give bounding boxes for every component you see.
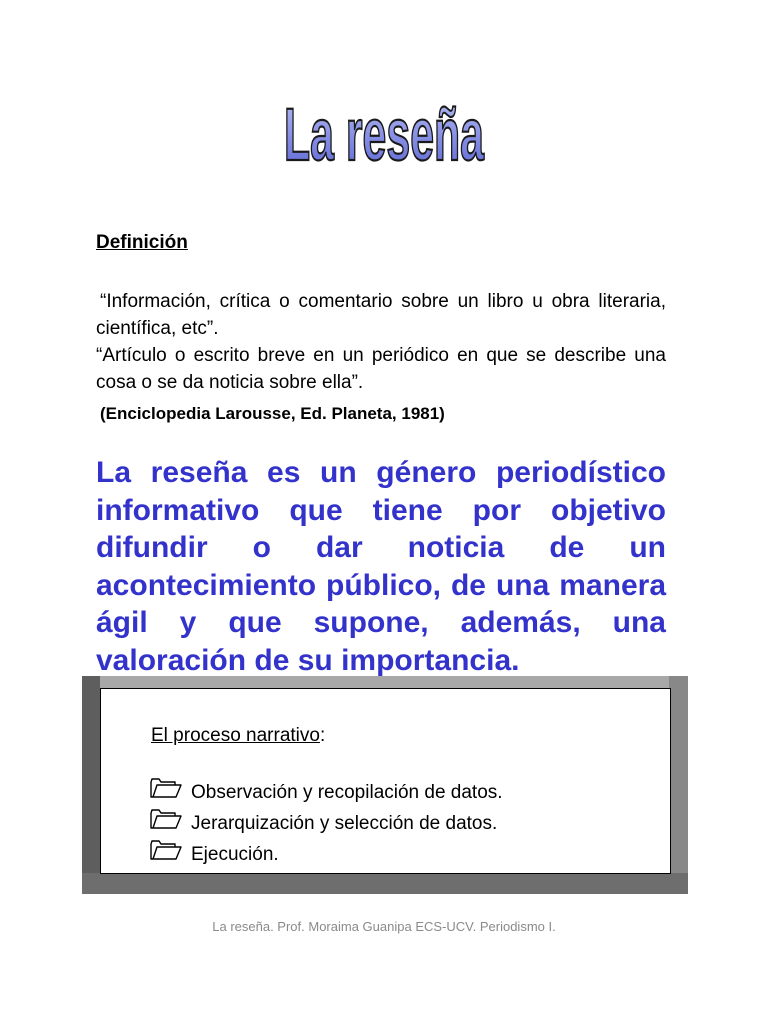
process-item-label: Ejecución. <box>191 844 279 865</box>
definition-citation: (Enciclopedia Larousse, Ed. Planeta, 1981) <box>100 404 445 423</box>
folder-icon <box>149 839 183 870</box>
definition-heading: Definición <box>96 232 188 253</box>
process-item <box>149 839 503 870</box>
definition-body <box>96 288 666 427</box>
page-title <box>0 84 768 174</box>
process-box <box>82 676 688 894</box>
process-box-face <box>100 688 671 874</box>
process-list <box>149 777 503 870</box>
definition-quote-2: “Artículo o escrito breve en un periódico en que se describe una cosa o se da noticia sobre ella”. <box>96 345 666 393</box>
definition-quote-1: “Información, crítica o comentario sobre un libro u obra literaria, científica, etc”. <box>96 291 666 339</box>
page-footer: La reseña. Prof. Moraima Guanipa ECS-UCV. Periodismo I. <box>212 919 556 934</box>
folder-icon <box>149 808 183 839</box>
lead-paragraph: La reseña es un género periodístico informativo que tiene por objetivo difundir o dar noticia de un acontecimiento público, de una manera ágil y que supone, además, una valoración de su importancia. <box>96 456 666 677</box>
process-item-label: Observación y recopilación de datos. <box>191 782 503 803</box>
process-item <box>149 777 503 808</box>
process-item-label: Jerarquización y selección de datos. <box>191 813 498 834</box>
process-item <box>149 808 503 839</box>
process-title: El proceso narrativo: <box>151 725 326 746</box>
folder-icon <box>149 777 183 808</box>
title-wordart: La reseña <box>284 93 485 176</box>
